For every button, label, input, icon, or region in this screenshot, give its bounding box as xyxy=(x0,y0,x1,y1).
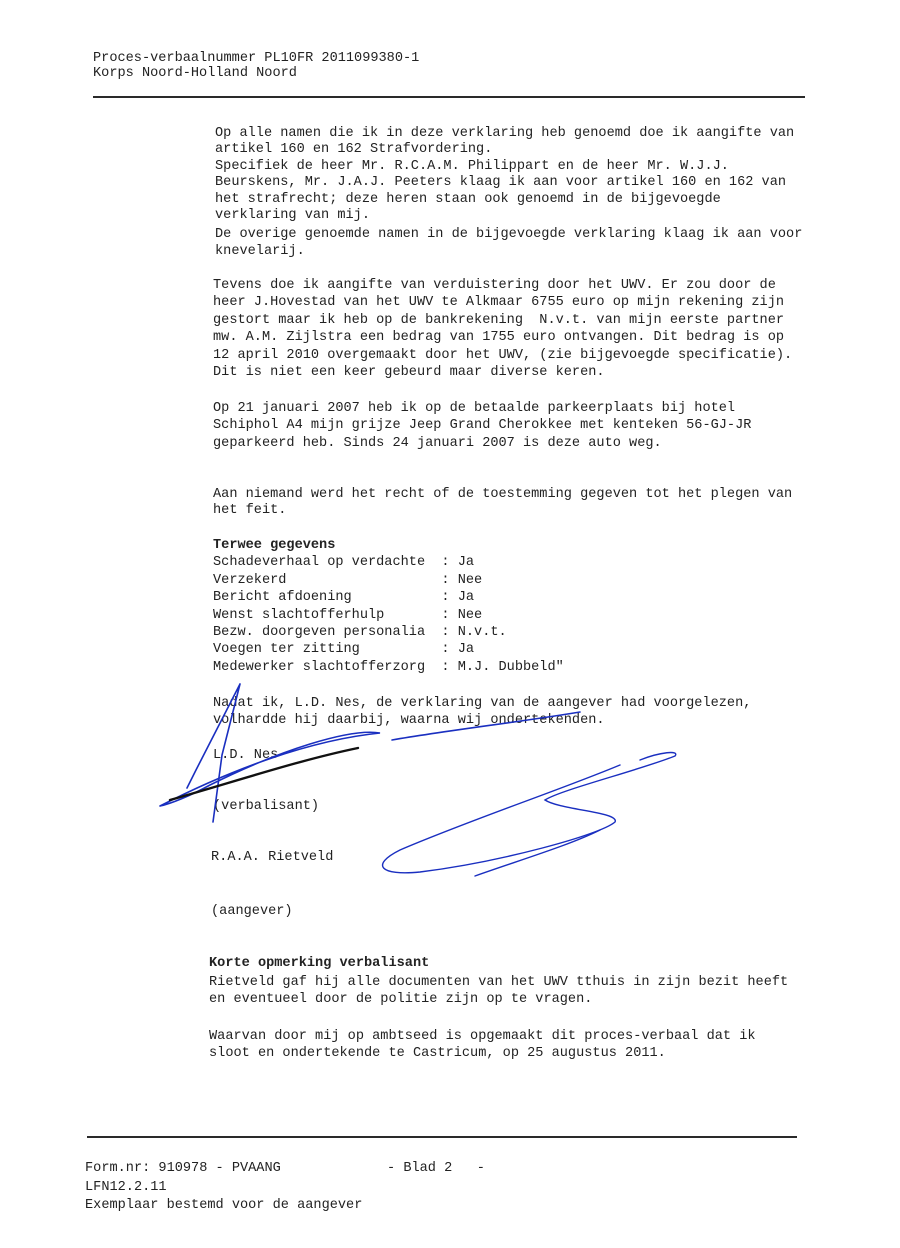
text-line: Nadat ik, L.D. Nes, de verklaring van de aangever had voorgelezen, xyxy=(213,696,752,711)
paragraph-embezzlement xyxy=(213,277,792,381)
page-number: - Blad 2 - xyxy=(387,1161,485,1176)
final-statement xyxy=(209,1028,756,1062)
officer-role: (verbalisant) xyxy=(213,799,320,814)
text-line: heer J.Hovestad van het UWV te Alkmaar 6755 euro op mijn rekening zijn xyxy=(213,295,785,311)
text-line: volhardde hij daarbij, waarna wij ondertekenden. xyxy=(213,713,605,728)
header-divider xyxy=(93,96,805,98)
document-header xyxy=(93,51,419,81)
table-row xyxy=(213,641,564,658)
text-line: artikel 160 en 162 Strafvordering. xyxy=(215,142,493,158)
text-line: Op 21 januari 2007 heb ik op de betaalde parkeerplaats bij hotel xyxy=(213,401,736,416)
table-row xyxy=(213,572,564,589)
text-line: Op alle namen die ik in deze verklaring heb genoemd doe ik aangifte van xyxy=(215,126,795,141)
text-line: mw. A.M. Zijlstra een bedrag van 1755 euro ontvangen. Dit bedrag is op xyxy=(213,330,785,346)
remark-text xyxy=(209,974,788,1008)
text-line: Schiphol A4 mijn grijze Jeep Grand Cherokkee met kenteken 56-GJ-JR xyxy=(213,418,752,434)
report-number: Proces-verbaalnummer PL10FR 2011099380-1 xyxy=(93,51,420,66)
officer-name: L.D. Nes xyxy=(213,748,279,763)
text-line: het strafrecht; deze heren staan ook genoemd in de bijgevoegde xyxy=(215,191,721,207)
text-line: Aan niemand werd het recht of de toestemming gegeven tot het plegen van xyxy=(213,487,793,502)
row-label: Wenst slachtofferhulp xyxy=(213,607,385,623)
table-row xyxy=(213,659,564,676)
text-line: Tevens doe ik aangifte van verduistering door het UWV. Er zou door de xyxy=(213,278,776,293)
row-label: Bezw. doorgeven personalia xyxy=(213,625,426,641)
row-value: : Nee xyxy=(441,572,483,588)
declarant-signature xyxy=(383,753,676,876)
paragraph-charges xyxy=(215,126,802,260)
row-value: : Nee xyxy=(441,607,483,623)
text-line: verklaring van mij. xyxy=(215,208,370,224)
form-code: LFN12.2.11 xyxy=(85,1179,167,1195)
closing-statement xyxy=(213,695,751,729)
text-line: Dit is niet een keer gebeurd maar diverse keren. xyxy=(213,365,605,381)
declarant-name: R.A.A. Rietveld xyxy=(211,850,334,865)
text-line: en eventueel door de politie zijn op te vragen. xyxy=(209,992,593,1007)
text-line: Specifiek de heer Mr. R.C.A.M. Philippart en de heer Mr. W.J.J. xyxy=(215,158,729,174)
text-line: De overige genoemde namen in de bijgevoegde verklaring klaag ik aan voor xyxy=(215,227,803,243)
paragraph-car xyxy=(213,400,751,452)
row-label: Voegen ter zitting xyxy=(213,642,360,658)
text-line: Rietveld gaf hij alle documenten van het UWV tthuis in zijn bezit heeft xyxy=(209,975,789,990)
remark-title: Korte opmerking verbalisant xyxy=(209,956,430,971)
text-line: 12 april 2010 overgemaakt door het UWV, (zie bijgevoegde specificatie). xyxy=(213,347,793,363)
footer-divider xyxy=(87,1136,797,1138)
text-line: knevelarij. xyxy=(215,243,305,259)
copy-note: Exemplaar bestemd voor de aangever xyxy=(85,1198,363,1213)
paragraph-consent xyxy=(213,487,792,519)
police-corps: Korps Noord-Holland Noord xyxy=(93,66,297,81)
table-row xyxy=(213,607,564,624)
text-line: gestort maar ik heb op de bankrekening N.v.t. van mijn eerste partner xyxy=(213,312,785,328)
row-label: Medewerker slachtofferzorg xyxy=(213,659,426,675)
terwee-title: Terwee gegevens xyxy=(213,538,336,553)
footer xyxy=(85,1160,362,1216)
table-row xyxy=(213,589,564,606)
text-line: het feit. xyxy=(213,503,287,518)
row-label: Verzekerd xyxy=(213,572,287,588)
form-number: Form.nr: 910978 - PVAANG xyxy=(85,1161,281,1176)
row-label: Schadeverhaal op verdachte xyxy=(213,555,426,571)
text-line: Beurskens, Mr. J.A.J. Peeters klaag ik aan voor artikel 160 en 162 van xyxy=(215,175,787,191)
table-row xyxy=(213,624,564,641)
text-line: sloot en ondertekende te Castricum, op 25 augustus 2011. xyxy=(209,1046,666,1061)
terwee-table xyxy=(213,537,564,676)
declarant-role: (aangever) xyxy=(211,904,293,919)
text-line: geparkeerd heb. Sinds 24 januari 2007 is deze auto weg. xyxy=(213,435,662,451)
table-row xyxy=(213,554,564,571)
text-line: Waarvan door mij op ambtseed is opgemaakt dit proces-verbaal dat ik xyxy=(209,1029,756,1044)
row-value: : Ja xyxy=(441,555,475,571)
row-label: Bericht afdoening xyxy=(213,590,352,606)
row-value: : Ja xyxy=(441,590,475,606)
row-value: : Ja xyxy=(441,642,475,658)
row-value: : M.J. Dubbeld" xyxy=(441,659,564,675)
row-value: : N.v.t. xyxy=(441,625,507,641)
